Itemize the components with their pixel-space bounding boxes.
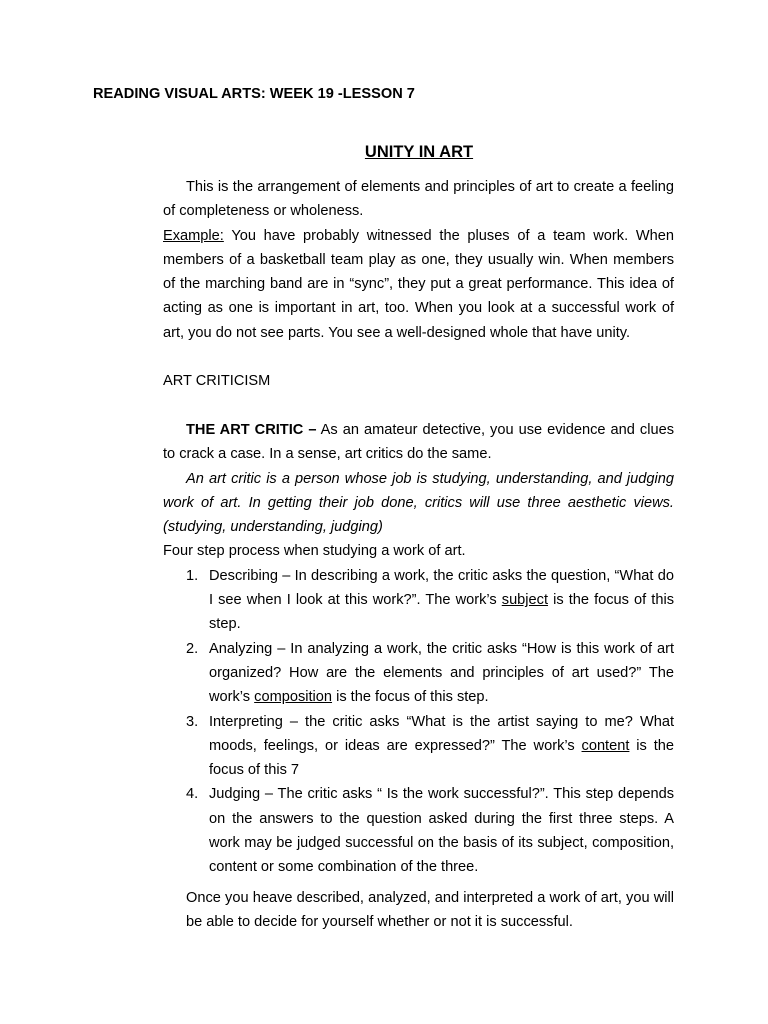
- list-item: [163, 637, 674, 710]
- list-item-keyword: content: [581, 737, 630, 754]
- list-item-text: Describing – In describing a work, the critic asks the question, “What do I see when I look at this work?”. The work’s: [209, 567, 674, 609]
- list-item-number: 1.: [186, 567, 199, 584]
- example-paragraph: [163, 224, 674, 345]
- section-heading: ART CRITICISM: [163, 373, 271, 390]
- example-label: Example:: [163, 227, 224, 244]
- document-header: READING VISUAL ARTS: WEEK 19 -LESSON 7: [93, 86, 415, 102]
- art-critic-definition: An art critic is a person whose job is studying, understanding, and judging work of art. In getting their job done, critics will use three aesthetic views. (studying, understanding, judging): [163, 470, 674, 536]
- process-intro: Four step process when studying a work of art.: [163, 543, 466, 560]
- list-item: [163, 710, 674, 783]
- list-item-keyword: composition: [254, 689, 333, 706]
- list-item: [163, 564, 674, 637]
- example-text: You have probably witnessed the pluses of a team work. When members of a basketball team play as one, they usually win. When members of the marching band are in “sync”, they put a great performance. This idea of acting as one is important in art, too. When you look at a successful work of art, you do not see parts. You see a well-designed whole that have unity.: [163, 227, 674, 341]
- list-item-text-end: is the focus of this step.: [209, 592, 674, 633]
- list-item-number: 3.: [186, 713, 199, 730]
- list-item-text-end: is the focus of this step.: [332, 689, 489, 706]
- art-critic-text: As an amateur detective, you use evidence and clues to crack a case. In a sense, art critics do the same.: [163, 421, 674, 463]
- list-item-text: Interpreting – the critic asks “What is the artist saying to me? What moods, feelings, or ideas are expressed?” The work’s: [209, 713, 674, 754]
- closing-paragraph: Once you heave described, analyzed, and interpreted a work of art, you will be able to decide for yourself whether or not it is successful.: [186, 889, 674, 930]
- list-item-number: 2.: [186, 640, 199, 657]
- list-item-number: 4.: [186, 786, 199, 803]
- art-critic-paragraph: [163, 418, 674, 467]
- document-body: [163, 175, 674, 934]
- spacer: [163, 394, 674, 418]
- intro-paragraph: This is the arrangement of elements and principles of art to create a feeling of completeness or wholeness.: [163, 179, 674, 220]
- steps-list: [163, 564, 674, 880]
- spacer: [163, 345, 674, 369]
- document-title: UNITY IN ART: [364, 143, 474, 161]
- list-item-keyword: subject: [501, 592, 549, 609]
- list-item-text-end: is the focus of this 7: [209, 737, 675, 779]
- list-item-text: Analyzing – In analyzing a work, the critic asks “How is this work of art organized? How are the elements and principles of art used?” The work’s: [209, 640, 674, 706]
- list-item-text: Judging – The critic asks “ Is the work successful?”. This step depends on the answers to the question asked during the first three steps. A work may be judged successful on the basis of its subject, composition, content or some combination of the three.: [209, 786, 674, 876]
- list-item: [163, 782, 674, 879]
- art-critic-label: THE ART CRITIC –: [186, 421, 317, 438]
